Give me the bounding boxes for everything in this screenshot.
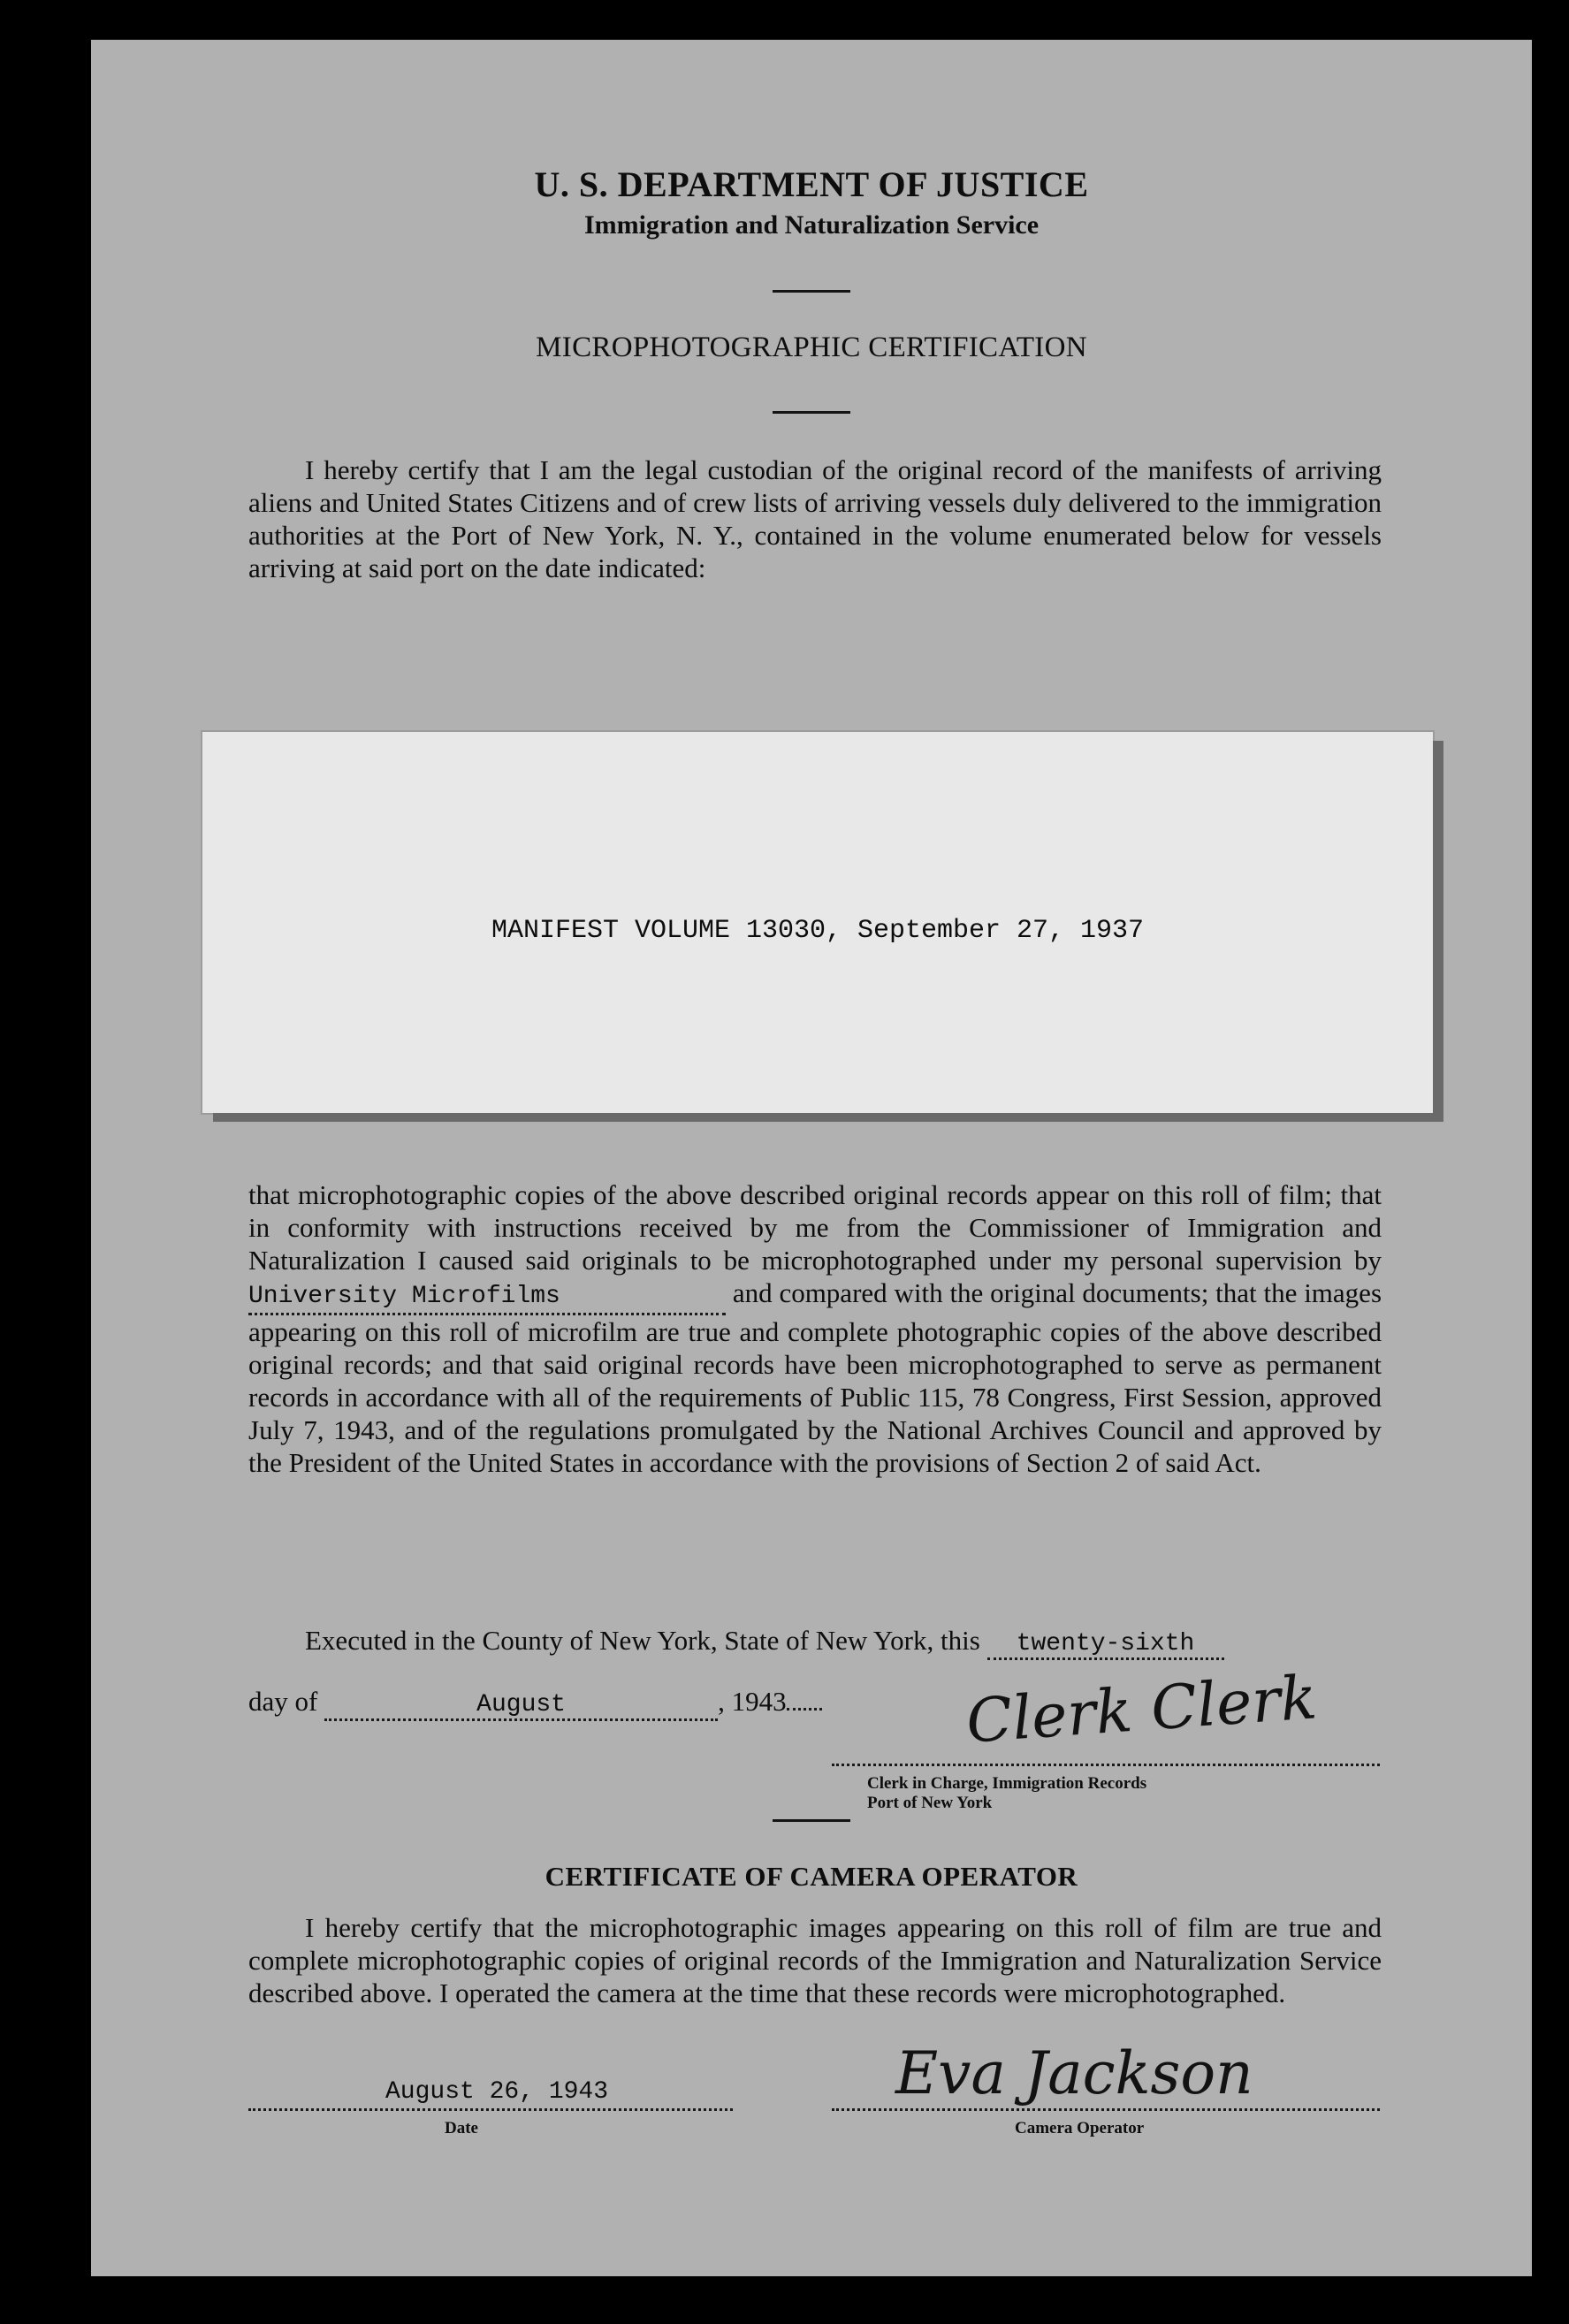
divider-rule — [773, 290, 850, 293]
department-heading: U. S. DEPARTMENT OF JUSTICE — [534, 164, 1089, 204]
executed-text: Executed in the County of New York, State of New York, this — [305, 1625, 980, 1656]
certification-text-part1: that microphotographic copies of the above described original records appear on this roll of film; that in conformity with instructions received by me from the Commissioner of Immigration and Naturalization I caused said originals to be microphotographed under my personal supervision by — [248, 1179, 1382, 1276]
camera-operator-line — [832, 2108, 1380, 2111]
month-value: August — [476, 1691, 566, 1718]
photographer-value: University Microfilms — [248, 1283, 560, 1310]
certification-paragraph — [248, 1178, 1382, 1479]
year-dots — [787, 1708, 822, 1711]
camera-operator-paragraph: I hereby certify that the microphotographic images appearing on this roll of film are true and complete microphotographic copies of original records of the Immigration and Naturalization Service described above. I operated the camera at the time that these records were microphotographed. — [248, 1912, 1382, 2008]
photographer-field — [248, 1276, 726, 1315]
camera-date-label: Date — [445, 2119, 478, 2137]
clerk-title — [867, 1774, 1146, 1813]
camera-operator-heading: CERTIFICATE OF CAMERA OPERATOR — [545, 1861, 1078, 1892]
month-field — [324, 1686, 718, 1721]
executed-day-value: twenty-sixth — [1016, 1630, 1195, 1657]
camera-operator-signature: Eva Jackson — [895, 2039, 1253, 2107]
year-text: , 1943 — [718, 1686, 787, 1717]
clerk-signature-line — [832, 1764, 1380, 1766]
day-of-label: day of — [248, 1686, 318, 1717]
certification-text-part2: and compared with the original documents; that the images appearing on this roll of microfilm are true and complete photographic copies of the above described original records; and that said original records have been microphotographed to serve as permanent records in accordance with all of the requirements of Public 115, 78 Congress, First Session, approved July 7, 1943, and of the regulations promulgated by the National Archives Council and approved by the President of the United States in accordance with the provisions of Section 2 of said Act. — [248, 1277, 1382, 1478]
executed-line — [305, 1625, 1224, 1660]
camera-date-value: August 26, 1943 — [385, 2078, 609, 2106]
divider-rule — [773, 1819, 850, 1822]
day-of-line — [248, 1686, 822, 1721]
manifest-label-box — [202, 732, 1433, 1113]
clerk-title-line2: Port of New York — [867, 1794, 993, 1812]
divider-rule — [773, 411, 850, 414]
custodian-paragraph: I hereby certify that I am the legal custodian of the original record of the manifests of arriving aliens and United States Citizens and of crew lists of arriving vessels duly delivered to the immigration authorities at the Port of New York, N. Y., contained in the volume enumerated below for vessels arriving at said port on the date indicated: — [248, 454, 1382, 583]
clerk-title-line1: Clerk in Charge, Immigration Records — [867, 1774, 1147, 1793]
certification-title: MICROPHOTOGRAPHIC CERTIFICATION — [536, 331, 1087, 363]
clerk-signature: Clerk Clerk — [963, 1663, 1320, 1757]
camera-date-line — [248, 2108, 733, 2111]
executed-day-field — [987, 1625, 1224, 1660]
certificate-page — [91, 40, 1532, 2276]
camera-operator-label: Camera Operator — [1015, 2119, 1145, 2137]
manifest-volume-text: MANIFEST VOLUME 13030, September 27, 1937 — [491, 916, 1145, 946]
service-subheading: Immigration and Naturalization Service — [583, 210, 1040, 240]
